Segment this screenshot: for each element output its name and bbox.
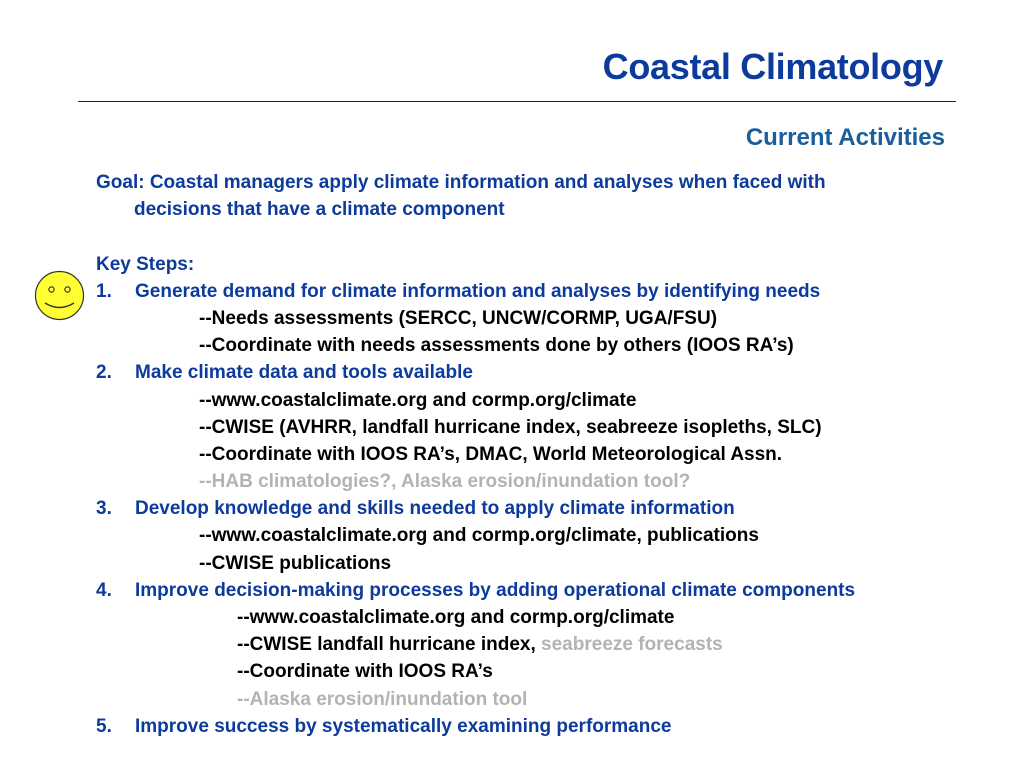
step-heading [96,495,1016,522]
step-sub-item: --www.coastalclimate.org and cormp.org/climate [237,607,675,628]
step-sub-item: --Coordinate with IOOS RA’s, DMAC, World Meteorological Assn. [199,443,783,465]
step-sub-item: --Coordinate with needs assessments done by others (IOOS RA’s) [199,335,794,357]
goal-line-2: decisions that have a climate component [134,199,505,221]
step-sub-item: --Coordinate with IOOS RA’s [237,661,493,683]
step-sub-item-planned: --HAB climatologies?, Alaska erosion/inundation tool? [199,471,691,493]
step-sub-item: --CWISE (AVHRR, landfall hurricane index, seabreeze isopleths, SLC) [199,416,822,438]
step-text: Develop knowledge and skills needed to apply climate information [135,498,735,520]
step-heading [96,577,1016,604]
step-text: Improve success by systematically examining performance [135,715,672,737]
step-number: 2. [96,362,112,384]
page-title: Coastal Climatology [602,46,943,87]
step-sub-item-planned: seabreeze forecasts [541,634,723,656]
step-sub-item-mixed [96,631,1016,658]
step-text: Improve decision-making processes by adding operational climate components [135,579,856,601]
step-sub-item: --www.coastalclimate.org and cormp.org/climate, publications [199,525,759,547]
key-steps-label: Key Steps: [96,253,195,275]
step-heading [96,278,1016,305]
step-sub-item: --Needs assessments (SERCC, UNCW/CORMP, UGA/FSU) [199,307,718,329]
step-number: 1. [96,280,112,302]
goal-line-1: Goal: Coastal managers apply climate information and analyses when faced with [96,172,826,193]
step-number: 4. [96,579,112,601]
step-sub-item: --CWISE publications [199,552,392,574]
step-number: 3. [96,498,112,520]
smiley-face-icon [34,270,85,321]
page-subtitle: Current Activities [745,124,945,151]
content-body [96,169,1016,740]
title-divider [78,101,956,102]
spacer [96,223,1016,250]
step-heading [96,713,1016,740]
step-sub-item-active: --CWISE landfall hurricane index, [237,634,542,656]
step-text: Generate demand for climate information and analyses by identifying needs [135,280,821,302]
step-sub-item-planned: --Alaska erosion/inundation tool [237,688,528,710]
step-number: 5. [96,715,112,737]
step-sub-item: --www.coastalclimate.org and cormp.org/climate [199,389,637,411]
step-text: Make climate data and tools available [135,362,473,384]
step-heading [96,359,1016,386]
